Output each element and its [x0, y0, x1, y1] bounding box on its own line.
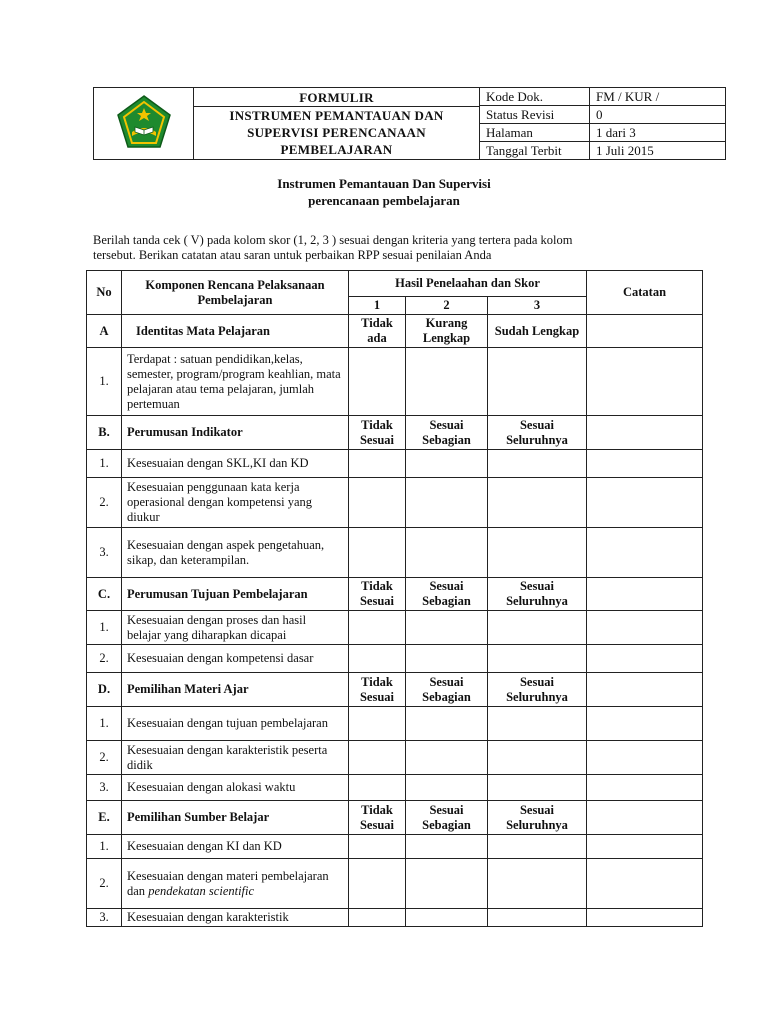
criterion-text: Kesesuaian dengan tujuan pembelajaran	[127, 716, 328, 730]
score-cell-1	[349, 611, 406, 645]
notes-cell	[587, 707, 703, 741]
section-title: Perumusan Tujuan Pembelajaran	[122, 578, 349, 611]
item-number: 1.	[87, 707, 122, 741]
score-cell-3	[488, 450, 587, 478]
score-cell-3	[488, 348, 587, 416]
item-number: 3.	[87, 775, 122, 801]
item-criterion	[122, 909, 349, 927]
notes-cell	[587, 775, 703, 801]
score-cell-2	[406, 528, 488, 578]
score-cell-3	[488, 611, 587, 645]
item-criterion	[122, 859, 349, 909]
score-cell-2	[406, 741, 488, 775]
score-label-2: Sesuai Sebagian	[406, 416, 488, 450]
section-code: A	[87, 315, 122, 348]
header-title	[194, 88, 480, 160]
meta-value: 1 dari 3	[590, 124, 726, 142]
item-criterion	[122, 645, 349, 673]
notes-cell	[587, 835, 703, 859]
table-row	[87, 645, 703, 673]
meta-value: FM / KUR /	[590, 88, 726, 106]
table-row	[87, 859, 703, 909]
item-number: 2.	[87, 859, 122, 909]
section-row	[87, 673, 703, 707]
score-cell-1	[349, 859, 406, 909]
score-label-3: Sesuai Seluruhnya	[488, 578, 587, 611]
instructions	[93, 233, 653, 263]
section-row	[87, 416, 703, 450]
item-criterion	[122, 611, 349, 645]
notes-cell	[587, 348, 703, 416]
score-cell-2	[406, 645, 488, 673]
item-number: 3.	[87, 909, 122, 927]
meta-key: Status Revisi	[480, 106, 590, 124]
col-header-no: No	[87, 271, 122, 315]
criterion-text: Kesesuaian dengan materi pembelajaran dan	[127, 868, 329, 898]
notes-cell	[587, 645, 703, 673]
criterion-text: Kesesuaian dengan KI dan KD	[127, 839, 282, 853]
notes-cell	[587, 478, 703, 528]
ministry-logo-icon	[115, 94, 173, 150]
criterion-text: Kesesuaian dengan aspek pengetahuan, sikap, dan keterampilan.	[127, 537, 325, 567]
item-criterion	[122, 835, 349, 859]
score-cell-3	[488, 835, 587, 859]
score-label-1: Tidak ada	[349, 315, 406, 348]
score-label-3: Sesuai Seluruhnya	[488, 416, 587, 450]
score-label-2: Sesuai Sebagian	[406, 578, 488, 611]
score-cell-1	[349, 450, 406, 478]
score-label-3: Sesuai Seluruhnya	[488, 673, 587, 707]
item-criterion	[122, 741, 349, 775]
table-row	[87, 348, 703, 416]
score-cell-3	[488, 478, 587, 528]
score-cell-1	[349, 707, 406, 741]
score-cell-3	[488, 775, 587, 801]
item-number: 1.	[87, 835, 122, 859]
score-cell-3	[488, 741, 587, 775]
score-cell-1	[349, 528, 406, 578]
item-criterion	[122, 478, 349, 528]
score-cell-1	[349, 741, 406, 775]
notes-cell	[587, 578, 703, 611]
score-cell-2	[406, 611, 488, 645]
criterion-text: Kesesuaian dengan karakteristik peserta didik	[127, 742, 328, 772]
notes-cell	[587, 801, 703, 835]
score-label-3: Sudah Lengkap	[488, 315, 587, 348]
title-line-1: INSTRUMEN PEMANTAUAN DAN	[229, 108, 444, 123]
criterion-text: Kesesuaian dengan proses dan hasil belajar yang diharapkan dicapai	[127, 612, 307, 642]
section-code: C.	[87, 578, 122, 611]
section-title: Perumusan Indikator	[122, 416, 349, 450]
section-code: E.	[87, 801, 122, 835]
item-number: 2.	[87, 645, 122, 673]
item-criterion	[122, 450, 349, 478]
score-header-1: 1	[349, 297, 406, 315]
table-row	[87, 909, 703, 927]
score-cell-2	[406, 859, 488, 909]
notes-cell	[587, 528, 703, 578]
score-cell-1	[349, 909, 406, 927]
score-cell-3	[488, 859, 587, 909]
criterion-text-italic: pendekatan scientific	[148, 883, 255, 898]
table-row	[87, 775, 703, 801]
section-row	[87, 578, 703, 611]
notes-cell	[587, 859, 703, 909]
item-number: 1.	[87, 348, 122, 416]
score-header-2: 2	[406, 297, 488, 315]
table-row	[87, 528, 703, 578]
meta-key: Tanggal Terbit	[480, 142, 590, 160]
score-label-1: Tidak Sesuai	[349, 416, 406, 450]
logo-cell	[94, 88, 194, 160]
score-cell-2	[406, 775, 488, 801]
item-number: 2.	[87, 478, 122, 528]
score-cell-3	[488, 528, 587, 578]
criterion-text: Kesesuaian dengan kompetensi dasar	[127, 651, 314, 665]
score-cell-1	[349, 348, 406, 416]
header-box	[93, 87, 726, 160]
document-title-line-1: Instrumen Pemantauan Dan Supervisi	[277, 176, 491, 191]
item-number: 2.	[87, 741, 122, 775]
score-label-1: Tidak Sesuai	[349, 673, 406, 707]
title-line-3: PEMBELAJARAN	[280, 142, 393, 157]
section-title: Pemilihan Materi Ajar	[122, 673, 349, 707]
notes-cell	[587, 741, 703, 775]
section-row	[87, 315, 703, 348]
score-header-3: 3	[488, 297, 587, 315]
table-row	[87, 741, 703, 775]
score-cell-2	[406, 450, 488, 478]
criterion-text: Kesesuaian dengan karakteristik	[127, 910, 289, 924]
item-number: 1.	[87, 450, 122, 478]
score-label-2: Sesuai Sebagian	[406, 801, 488, 835]
meta-key: Kode Dok.	[480, 88, 590, 106]
col-header-hasil: Hasil Penelaahan dan Skor	[349, 271, 587, 297]
item-criterion	[122, 348, 349, 416]
section-title: Pemilihan Sumber Belajar	[122, 801, 349, 835]
score-cell-1	[349, 478, 406, 528]
table-row	[87, 611, 703, 645]
table-row	[87, 707, 703, 741]
score-cell-1	[349, 775, 406, 801]
criterion-text: Kesesuaian dengan alokasi waktu	[127, 780, 296, 794]
section-code: B.	[87, 416, 122, 450]
notes-cell	[587, 450, 703, 478]
instructions-line-1: Berilah tanda cek ( V) pada kolom skor (1, 2, 3 ) sesuai dengan kriteria yang tertera pada kolom	[93, 233, 573, 247]
score-cell-1	[349, 645, 406, 673]
section-row	[87, 801, 703, 835]
notes-cell	[587, 909, 703, 927]
item-number: 3.	[87, 528, 122, 578]
score-cell-2	[406, 835, 488, 859]
title-line-2: SUPERVISI PERENCANAAN	[247, 125, 426, 140]
table-row	[87, 835, 703, 859]
score-label-1: Tidak Sesuai	[349, 578, 406, 611]
notes-cell	[587, 416, 703, 450]
item-criterion	[122, 707, 349, 741]
score-cell-2	[406, 909, 488, 927]
notes-cell	[587, 315, 703, 348]
score-cell-3	[488, 645, 587, 673]
table-row	[87, 478, 703, 528]
score-cell-3	[488, 707, 587, 741]
col-header-komponen: Komponen Rencana Pelaksanaan Pembelajaran	[122, 271, 349, 315]
instructions-line-2: tersebut. Berikan catatan atau saran untuk perbaikan RPP sesuai penilaian Anda	[93, 248, 492, 262]
meta-value: 0	[590, 106, 726, 124]
criterion-text: Kesesuaian penggunaan kata kerja operasional dengan kompetensi yang diukur	[127, 480, 313, 524]
document-title-line-2: perencanaan pembelajaran	[308, 193, 460, 208]
section-title: Identitas Mata Pelajaran	[122, 315, 349, 348]
score-cell-2	[406, 478, 488, 528]
score-label-2: Kurang Lengkap	[406, 315, 488, 348]
notes-cell	[587, 611, 703, 645]
meta-value: 1 Juli 2015	[590, 142, 726, 160]
criterion-text: Kesesuaian dengan SKL,KI dan KD	[127, 456, 309, 470]
score-cell-3	[488, 909, 587, 927]
score-cell-2	[406, 707, 488, 741]
meta-key: Halaman	[480, 124, 590, 142]
score-label-2: Sesuai Sebagian	[406, 673, 488, 707]
col-header-catatan: Catatan	[587, 271, 703, 315]
item-number: 1.	[87, 611, 122, 645]
score-cell-1	[349, 835, 406, 859]
item-criterion	[122, 775, 349, 801]
assessment-table	[86, 270, 703, 927]
formulir-label: FORMULIR	[194, 89, 479, 107]
notes-cell	[587, 673, 703, 707]
item-criterion	[122, 528, 349, 578]
score-label-1: Tidak Sesuai	[349, 801, 406, 835]
score-cell-2	[406, 348, 488, 416]
score-label-3: Sesuai Seluruhnya	[488, 801, 587, 835]
section-code: D.	[87, 673, 122, 707]
criterion-text: Terdapat : satuan pendidikan,kelas, semester, program/program keahlian, mata pelajaran atau tema pelajaran, jumlah pertemuan	[127, 351, 341, 411]
table-row	[87, 450, 703, 478]
